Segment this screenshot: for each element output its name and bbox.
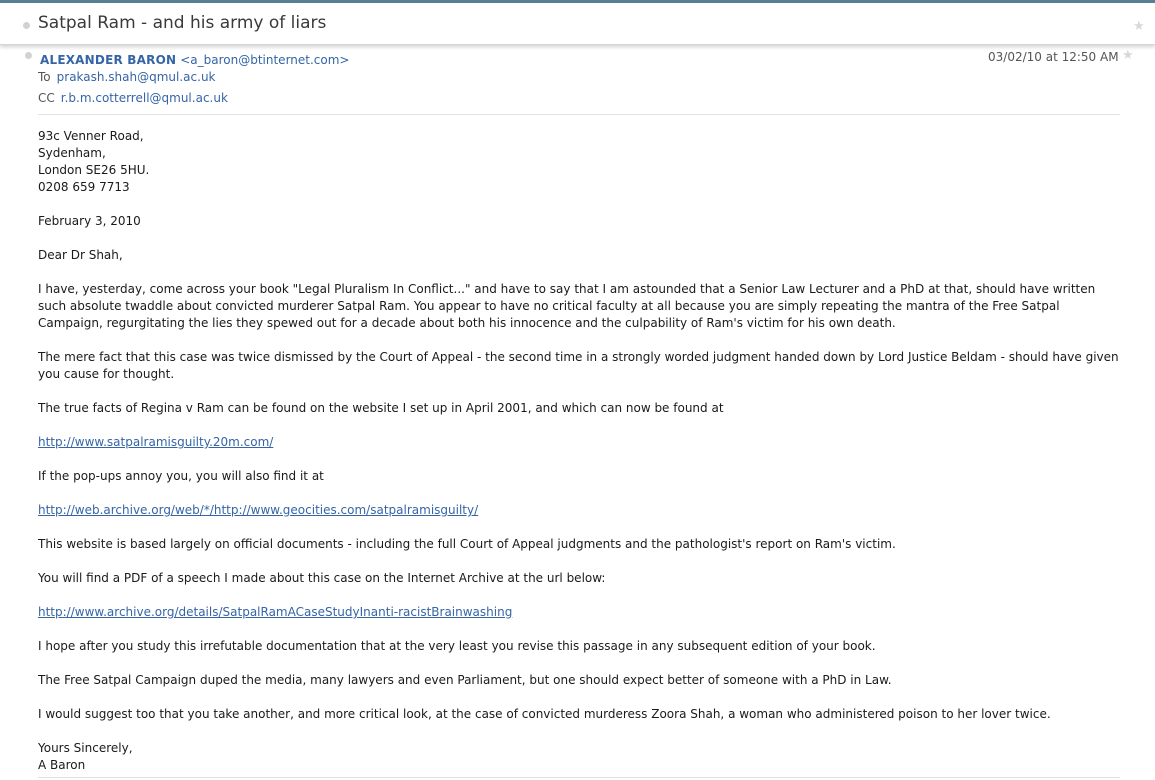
paragraph: I would suggest too that you take another, and more critical look, at the case of convicted murderess Zoora Shah, a woman who administered poison to her lover twice. bbox=[38, 707, 1051, 721]
link-paragraph bbox=[38, 604, 1123, 621]
paragraph: This website is based largely on official documents - including the full Court of Appeal judgments and the pathologist's report on Ram's victim. bbox=[38, 537, 896, 551]
signoff bbox=[38, 740, 1123, 774]
cc-label: CC bbox=[38, 91, 55, 105]
letter-date: February 3, 2010 bbox=[38, 214, 141, 228]
cc-address[interactable]: r.b.m.cotterrell@qmul.ac.uk bbox=[60, 91, 228, 105]
paragraph: The Free Satpal Campaign duped the media, many lawyers and even Parliament, but one should expect better of someone with a PhD in Law. bbox=[38, 673, 892, 687]
paragraph: If the pop-ups annoy you, you will also find it at bbox=[38, 469, 324, 483]
recipient-to bbox=[38, 70, 216, 84]
footer-divider bbox=[38, 777, 1120, 778]
link-paragraph bbox=[38, 434, 1123, 451]
message-body bbox=[38, 128, 1123, 774]
address-phone: 0208 659 7713 bbox=[38, 180, 130, 194]
sender-name[interactable]: ALEXANDER BARON bbox=[40, 53, 177, 67]
star-icon[interactable]: ★ bbox=[1122, 48, 1134, 63]
address-line: London SE26 5HU. bbox=[38, 163, 150, 177]
paragraph: The true facts of Regina v Ram can be found on the website I set up in April 2001, and which can now be found at bbox=[38, 401, 724, 415]
sender-address bbox=[38, 128, 1123, 196]
paragraph: I have, yesterday, come across your book "Legal Pluralism In Conflict..." and have to say that I am astounded that a Senior Law Lecturer and a PhD at that, should have written such absolute twaddle about convicted murderer Satpal Ram. You appear to have no critical faculty at all because you are simply repeating the mantra of the Free Satpal Campaign, regurgitating the lies they spewed out for a decade about both his innocence and the culpability of Ram's victim for his own death. bbox=[38, 282, 1096, 330]
to-label: To bbox=[38, 70, 51, 84]
paragraph: You will find a PDF of a speech I made about this case on the Internet Archive at the url below: bbox=[38, 571, 606, 585]
dot-icon bbox=[23, 22, 30, 29]
to-address[interactable]: prakash.shah@qmul.ac.uk bbox=[56, 70, 216, 84]
signature: A Baron bbox=[38, 758, 86, 772]
link-paragraph bbox=[38, 502, 1123, 519]
subject-header bbox=[0, 3, 1155, 45]
paragraph: The mere fact that this case was twice dismissed by the Court of Appeal - the second time in a strongly worded judgment handed down by Lord Justice Beldam - should have given you cause for thought. bbox=[38, 350, 1119, 381]
closing: Yours Sincerely, bbox=[38, 741, 133, 755]
archive-link[interactable]: http://web.archive.org/web/*/http://www.geocities.com/satpalramisguilty/ bbox=[38, 503, 479, 517]
website-link[interactable]: http://www.satpalramisguilty.20m.com/ bbox=[38, 435, 274, 449]
address-line: 93c Venner Road, bbox=[38, 129, 144, 143]
paragraph: I hope after you study this irrefutable documentation that at the very least you revise this passage in any subsequent edition of your book. bbox=[38, 639, 876, 653]
speech-pdf-link[interactable]: http://www.archive.org/details/SatpalRamACaseStudyInanti-racistBrainwashing bbox=[38, 605, 513, 619]
sender-email[interactable]: <a_baron@btinternet.com> bbox=[180, 53, 350, 67]
sender-line bbox=[40, 49, 349, 68]
message-date: 03/02/10 at 12:50 AM bbox=[988, 50, 1119, 64]
subject-title: Satpal Ram - and his army of liars bbox=[38, 13, 327, 33]
star-icon[interactable]: ★ bbox=[1133, 19, 1145, 34]
dot-icon bbox=[25, 52, 32, 59]
recipient-cc bbox=[38, 91, 228, 105]
greeting: Dear Dr Shah, bbox=[38, 248, 123, 262]
header-divider bbox=[38, 114, 1120, 115]
address-line: Sydenham, bbox=[38, 146, 106, 160]
